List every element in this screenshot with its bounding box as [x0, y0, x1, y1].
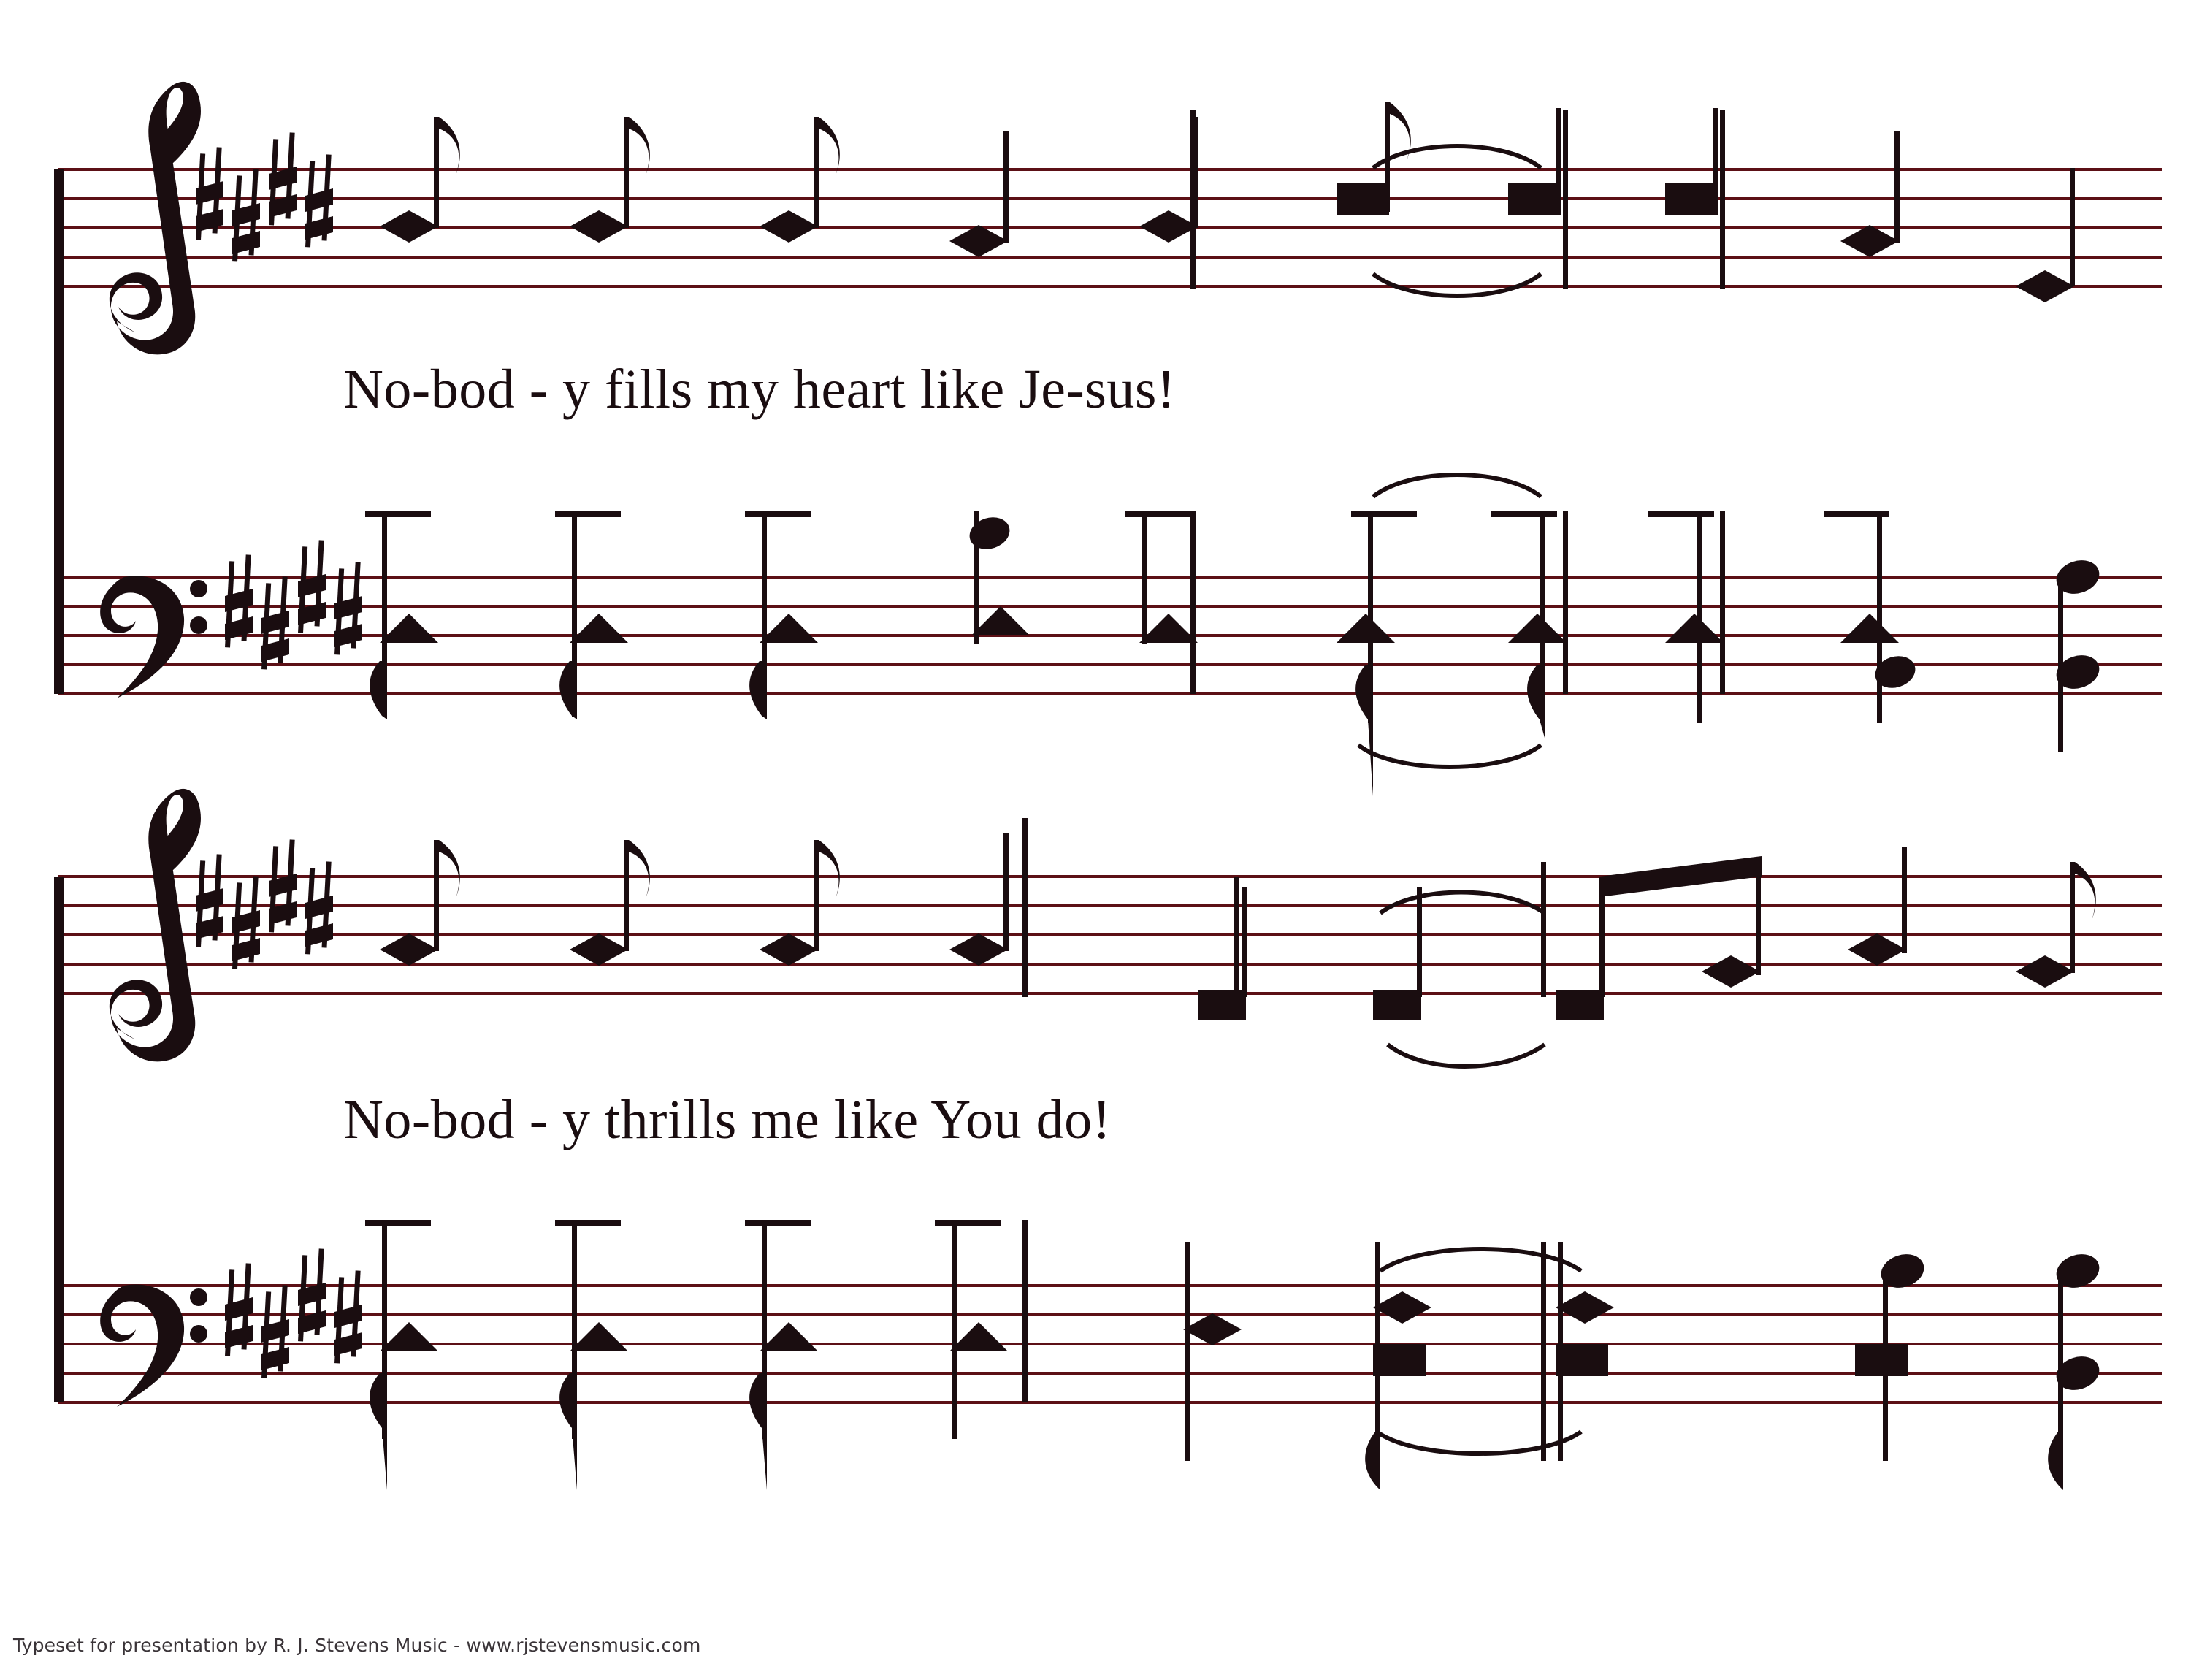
key-signature-bass-1 [225, 540, 362, 669]
key-signature-bass-2 [225, 1248, 362, 1378]
note [1556, 1242, 1614, 1461]
note [949, 131, 1009, 257]
treble-notes-1 [380, 102, 2075, 302]
note [1183, 1242, 1242, 1461]
note [949, 833, 1009, 966]
note [1491, 511, 1567, 738]
system-bracket-1 [54, 169, 64, 694]
note [1824, 511, 1919, 723]
note [2052, 555, 2104, 752]
system-1 [54, 82, 2162, 796]
note [935, 1220, 1008, 1439]
note [570, 117, 650, 243]
key-signature-treble-1 [196, 132, 333, 261]
note [1365, 1242, 1431, 1490]
bass-notes-2 [365, 1220, 2103, 1490]
typesetting-credit: Typeset for presentation by R. J. Stevens Music - www.rjstevensmusic.com [13, 1635, 701, 1656]
note [760, 840, 840, 966]
bass-clef-2 [100, 1284, 207, 1407]
treble-clef-1 [110, 82, 201, 354]
note [745, 1220, 818, 1490]
note [2016, 862, 2096, 988]
staff-treble-1 [58, 169, 2162, 286]
barlines-bass-1 [1190, 511, 1725, 694]
note [380, 117, 460, 243]
note [1648, 511, 1724, 723]
note [1373, 887, 1422, 1020]
barlines-bass-2 [1022, 1220, 1546, 1461]
note [555, 511, 628, 719]
note [1139, 117, 1198, 243]
note [1840, 131, 1900, 257]
note [1702, 869, 1761, 988]
system-bracket-2 [54, 877, 64, 1402]
lyrics-line-2: No-bod - y thrills me like You do! [343, 1089, 1112, 1150]
note [1855, 1249, 1928, 1461]
note [745, 511, 818, 719]
note [570, 840, 650, 966]
barlines-treble-2 [1022, 818, 1546, 997]
treble-clef-2 [110, 789, 201, 1061]
note [365, 511, 438, 719]
note [380, 840, 460, 966]
key-signature-treble-2 [196, 839, 333, 969]
staff-treble-2 [58, 877, 2162, 993]
bass-clef-1 [100, 576, 207, 698]
note [365, 1220, 438, 1490]
lyrics-line-1: No-bod - y fills my heart like Je-sus! [343, 359, 1176, 420]
note [2016, 168, 2075, 302]
note [1556, 877, 1605, 1020]
note [760, 117, 840, 243]
note [555, 1220, 628, 1490]
note [1665, 108, 1718, 215]
